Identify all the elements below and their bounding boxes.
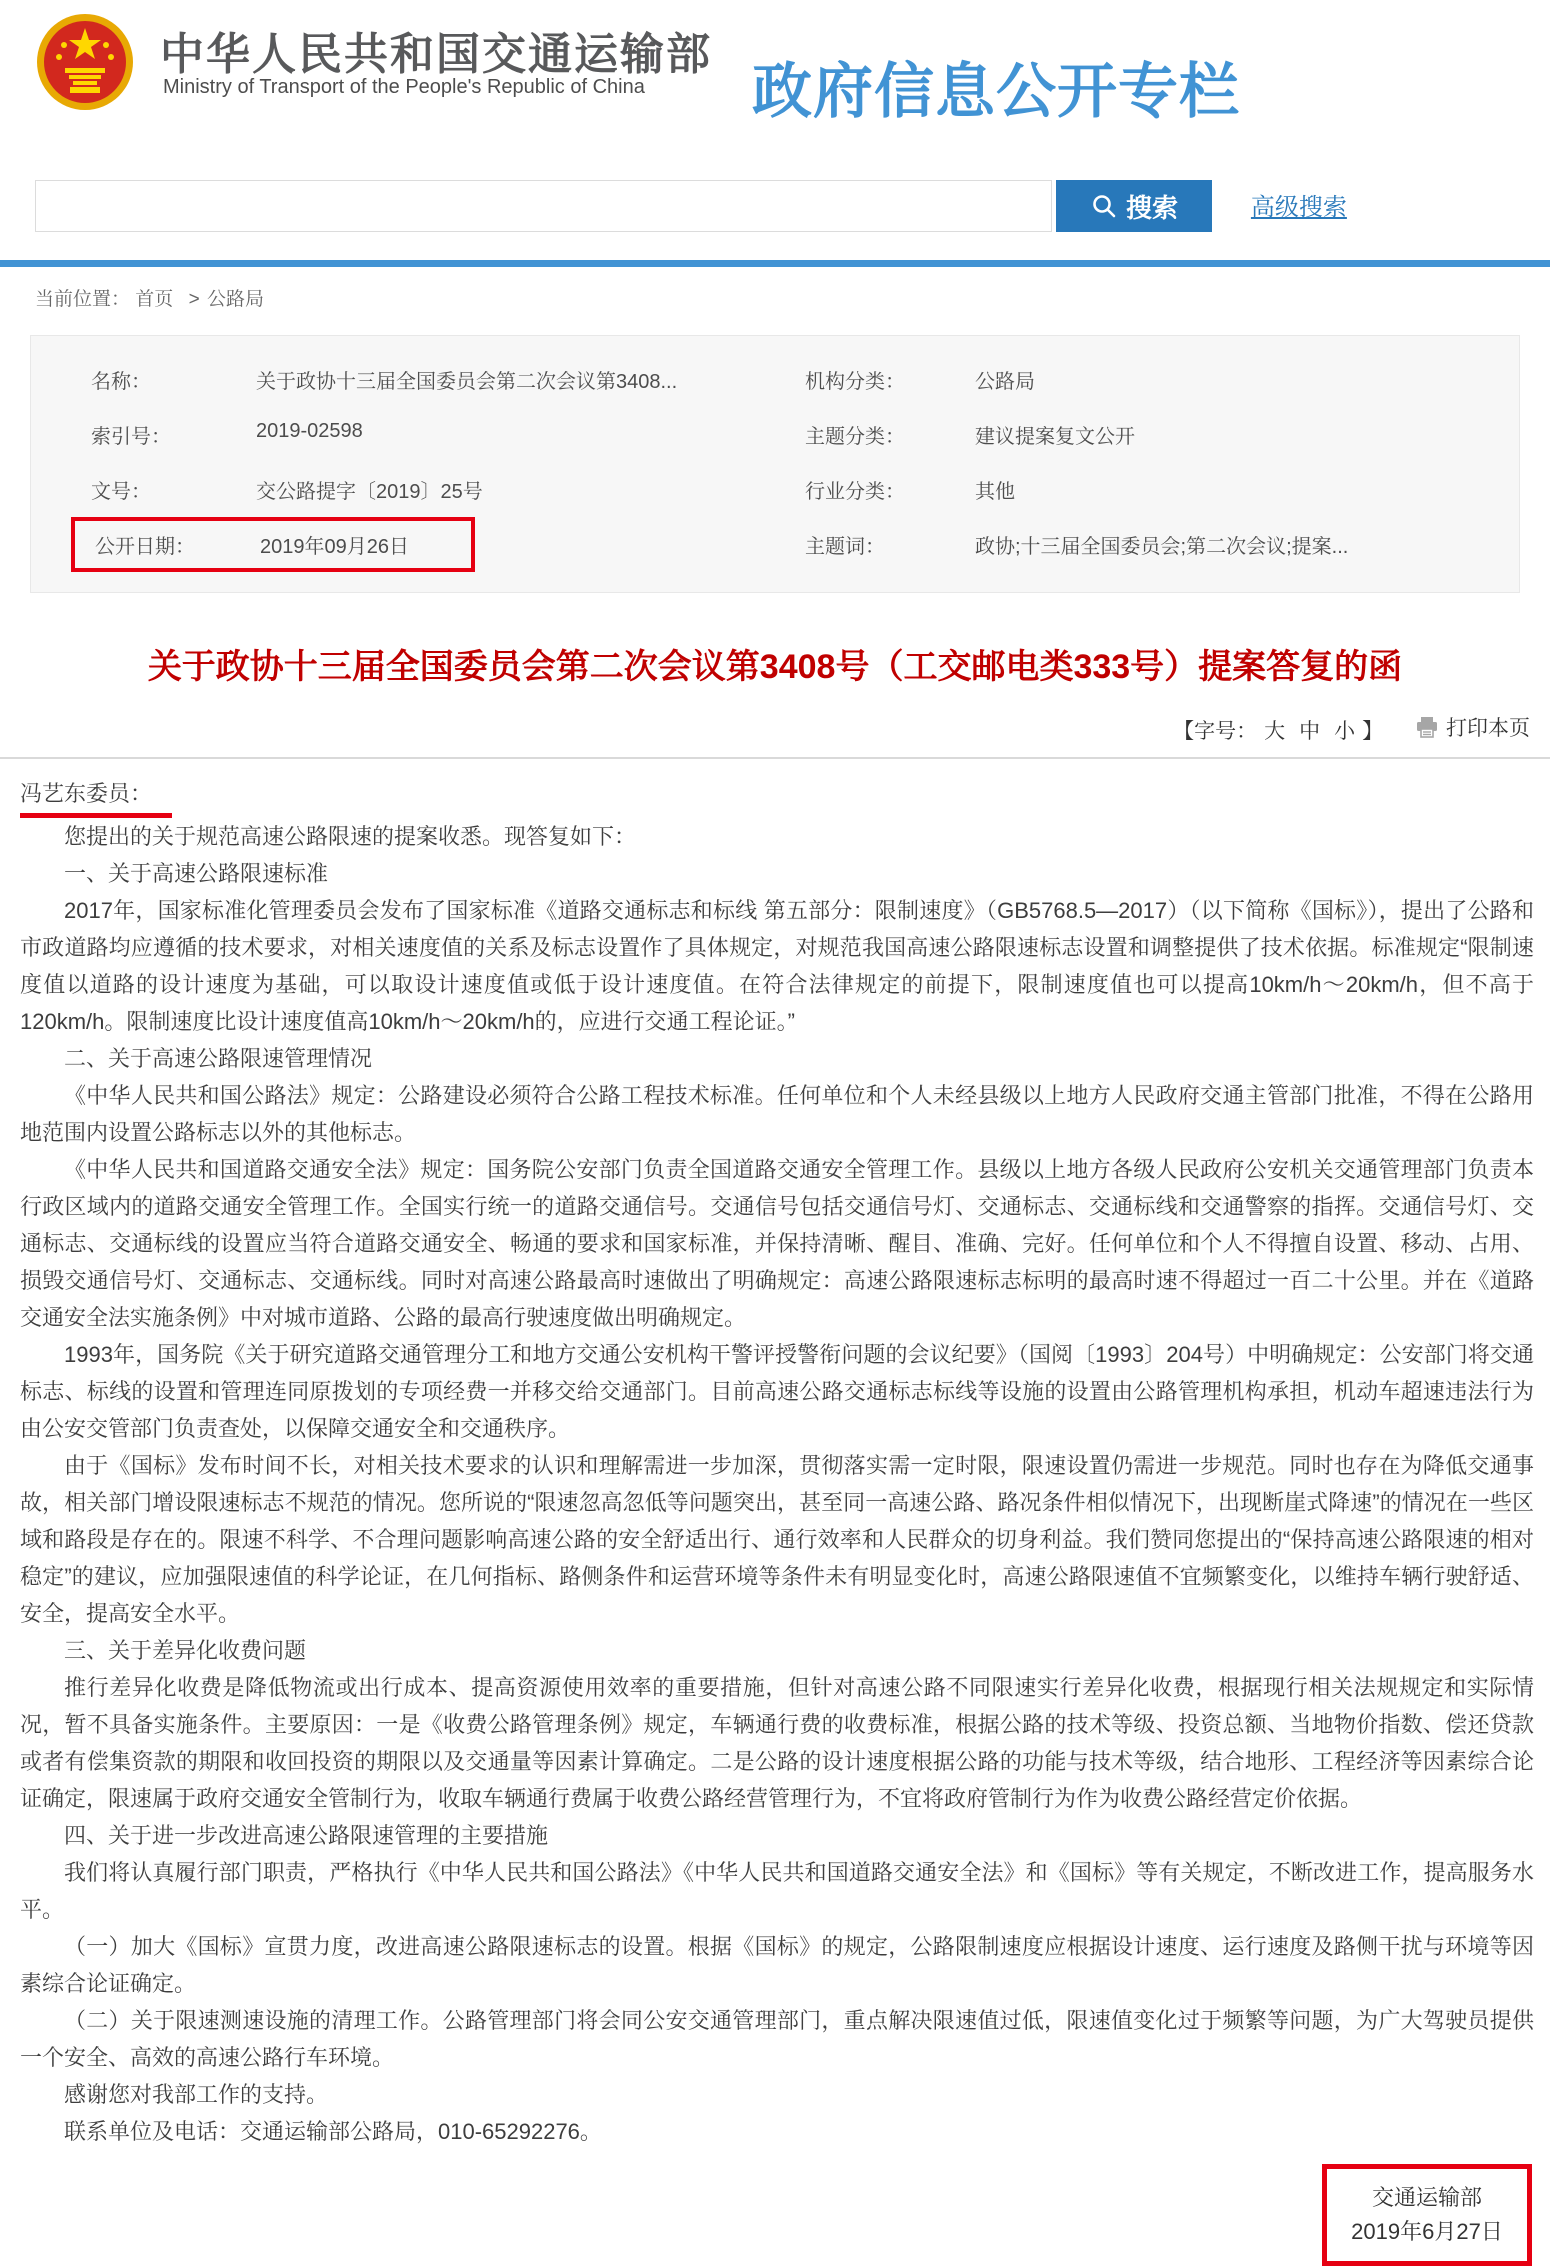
paragraph-container xyxy=(20,818,1534,2150)
salutation xyxy=(20,775,172,818)
salutation-text: 冯艺东委员： xyxy=(20,781,153,806)
font-size-label-end: 】 xyxy=(1362,720,1384,743)
meta-label: 索引号： xyxy=(91,426,171,448)
meta-label: 机构分类： xyxy=(805,371,905,393)
gov-info-column-title: 政府信息公开专栏 xyxy=(752,58,1240,125)
signature-date: 2019年6月27日 xyxy=(1351,2219,1503,2244)
document-title: 关于政协十三届全国委员会第二次会议第3408号（工交邮电类333号）提案答复的函 xyxy=(147,648,1403,686)
meta-row xyxy=(31,407,775,462)
search-input[interactable] xyxy=(35,180,1052,232)
print-button-label: 打印本页 xyxy=(1446,717,1530,740)
font-size-label: 【字号： xyxy=(1173,720,1258,743)
national-emblem-icon xyxy=(35,8,135,116)
meta-row xyxy=(805,462,1519,517)
article-paragraph: 《中华人民共和国道路交通安全法》规定：国务院公安部门负责全国道路交通安全管理工作。县级以上地方各级人民政府公安机关交通管理部门负责本行政区域内的道路交通安全管理工作。全国实行统一的道路交通信号。交通信号包括交通信号灯、交通标志、交通标线和交通警察的指挥。交通信号灯、交通标志、交通标线的设置应当符合道路交通安全、畅通的要求和国家标准，并保持清晰、醒目、准确、完好。任何单位和个人不得擅自设置、移动、占用、损毁交通信号灯、交通标志、交通标线。同时对高速公路最高时速做出了明确规定：高速公路限速标志标明的最高时速不得超过一百二十公里。并在《道路交通安全法实施条例》中对城市道路、公路的最高行驶速度做出明确规定。 xyxy=(20,1157,1534,1330)
red-rect-annotation xyxy=(71,517,475,572)
article-paragraph: （二）关于限速测速设施的清理工作。公路管理部门将会同公安交通管理部门，重点解决限速值过低，限速值变化过于频繁等问题，为广大驾驶员提供一个安全、高效的高速公路行车环境。 xyxy=(20,2008,1534,2070)
article-toolbar xyxy=(0,712,1530,745)
article-paragraph: 我们将认真履行部门职责，严格执行《中华人民共和国公路法》《中华人民共和国道路交通安全法》和《国标》等有关规定，不断改进工作，提高服务水平。 xyxy=(20,1860,1534,1922)
article-paragraph: 推行差异化收费是降低物流或出行成本、提高资源使用效率的重要措施，但针对高速公路不同限速实行差异化收费，根据现行相关法规规定和实际情况，暂不具备实施条件。主要原因：一是《收费公路管理条例》规定，车辆通行费的收费标准，根据公路的技术等级、投资总额、当地物价指数、偿还贷款或者有偿集资款的期限和收回投资的期限以及交通量等因素计算确定。二是公路的设计速度根据公路的功能与技术等级，结合地形、工程经济等因素综合论证确定，限速属于政府交通安全管制行为，收取车辆通行费属于收费公路经营管理行为，不宜将政府管制行为作为收费公路经营定价依据。 xyxy=(20,1675,1534,1811)
article-paragraph: 联系单位及电话：交通运输部公路局，010-65292276。 xyxy=(64,2119,602,2144)
meta-value: 建议提案复文公开 xyxy=(975,426,1135,448)
meta-label: 文号： xyxy=(91,481,151,503)
article-paragraph: 1993年，国务院《关于研究道路交通管理分工和地方交通公安机构干警评授警衔问题的会议纪要》（国阅〔1993〕204号）中明确规定：公安部门将交通标志、标线的设置和管理连同原拨划的专项经费一并移交给交通部门。目前高速公路交通标志标线等设施的设置由公路管理机构承担，机动车超速违法行为由公安交管部门负责查处，以保障交通安全和交通秩序。 xyxy=(20,1342,1534,1441)
signature-annotation-box xyxy=(1322,2164,1532,2266)
article-paragraph: 由于《国标》发布时间不长，对相关技术要求的认识和理解需进一步加深，贯彻落实需一定时限，限速设置仍需进一步规范。同时也存在为降低交通事故，相关部门增设限速标志不规范的情况。您所说的“限速忽高忽低等问题突出，甚至同一高速公路、路况条件相似情况下，出现断崖式降速”的情况在一些区域和路段是存在的。限速不科学、不合理问题影响高速公路的安全舒适出行、通行效率和人民群众的切身利益。我们赞同您提出的“保持高速公路限速的相对稳定”的建议，应加强限速值的科学论证，在几何指标、路侧条件和运营环境等条件未有明显变化时，高速公路限速值不宜频繁变化，以维持车辆行驶舒适、安全，提高安全水平。 xyxy=(20,1453,1534,1626)
meta-column-left xyxy=(31,352,775,572)
meta-row xyxy=(805,517,1519,572)
meta-column-right xyxy=(775,352,1519,572)
article-paragraph: 2017年，国家标准化管理委员会发布了国家标准《道路交通标志和标线 第五部分：限制速度》（GB5768.5—2017）（以下简称《国标》），提出了公路和市政道路均应遵循的技术要求，对相关速度值的关系及标志设置作了具体规定，对规范我国高速公路限速标志设置和调整提供了技术依据。标准规定“限制速度值以道路的设计速度为基础，可以取设计速度值或低于设计速度值。在符合法律规定的前提下，限制速度值也可以提高10km/h～20km/h，但不高于120km/h。限制速度比设计速度值高10km/h～20km/h的，应进行交通工程论证。” xyxy=(20,898,1534,1034)
printer-icon xyxy=(1415,716,1439,738)
article-paragraph: 《中华人民共和国公路法》规定：公路建设必须符合公路工程技术标准。任何单位和个人未经县级以上地方人民政府交通主管部门批准，不得在公路用地范围内设置公路标志以外的其他标志。 xyxy=(20,1083,1534,1145)
article-paragraph: 您提出的关于规范高速公路限速的提案收悉。现答复如下： xyxy=(64,824,637,849)
document-meta-box xyxy=(30,335,1520,593)
meta-value: 交公路提字〔2019〕25号 xyxy=(256,481,483,503)
article-paragraph: 一、关于高速公路限速标准 xyxy=(64,861,329,886)
meta-row xyxy=(31,517,775,572)
meta-label: 名称： xyxy=(91,371,151,393)
meta-row xyxy=(31,462,775,517)
article-paragraph: 三、关于差异化收费问题 xyxy=(64,1638,307,1663)
meta-value: 关于政协十三届全国委员会第二次会议第3408... xyxy=(256,371,678,393)
meta-label: 主题词： xyxy=(805,536,885,558)
article-paragraph: 四、关于进一步改进高速公路限速管理的主要措施 xyxy=(64,1823,549,1848)
meta-value: 政协;十三届全国委员会;第二次会议;提案... xyxy=(975,536,1349,558)
meta-value: 其他 xyxy=(975,481,1015,503)
meta-value: 2019-02598 xyxy=(256,420,363,442)
breadcrumb-current-link[interactable]: 公路局 xyxy=(206,289,264,310)
search-button-label: 搜索 xyxy=(1125,192,1178,223)
breadcrumb-home-link[interactable]: 首页 xyxy=(135,289,174,310)
article-body xyxy=(20,775,1534,2266)
signature-org: 交通运输部 xyxy=(1371,2185,1482,2210)
search-icon xyxy=(1091,193,1117,219)
meta-label: 主题分类： xyxy=(805,426,905,448)
meta-value: 2019年09月26日 xyxy=(260,536,409,558)
print-button[interactable] xyxy=(1415,712,1530,742)
signature-row xyxy=(20,2164,1532,2266)
article-paragraph: （一）加大《国标》宣贯力度，改进高速公路限速标志的设置。根据《国标》的规定，公路限制速度应根据设计速度、运行速度及路侧干扰与环境等因素综合论证确定。 xyxy=(20,1934,1534,1996)
breadcrumb-separator: > xyxy=(188,289,200,310)
site-title-en: Ministry of Transport of the People's Republic of China xyxy=(163,76,645,98)
article-paragraph: 二、关于高速公路限速管理情况 xyxy=(64,1046,373,1071)
font-size-option-大[interactable]: 大 xyxy=(1264,720,1286,743)
site-title-cn: 中华人民共和国交通运输部 xyxy=(160,30,712,79)
search-bar xyxy=(35,180,1550,232)
advanced-search-link[interactable]: 高级搜索 xyxy=(1250,194,1347,221)
search-button[interactable] xyxy=(1056,180,1212,232)
meta-label: 公开日期： xyxy=(95,536,195,558)
breadcrumb xyxy=(35,284,1550,311)
toolbar-divider xyxy=(0,757,1550,759)
meta-row xyxy=(805,407,1519,462)
font-size-option-小[interactable]: 小 xyxy=(1334,720,1356,743)
site-header xyxy=(0,0,1550,180)
font-size-option-中[interactable]: 中 xyxy=(1299,720,1321,743)
meta-value: 公路局 xyxy=(975,371,1035,393)
header-divider xyxy=(0,260,1550,267)
meta-row xyxy=(31,352,775,407)
meta-label: 行业分类： xyxy=(805,481,905,503)
breadcrumb-label: 当前位置： xyxy=(35,289,131,310)
article-paragraph: 感谢您对我部工作的支持。 xyxy=(64,2082,329,2107)
meta-row xyxy=(805,352,1519,407)
